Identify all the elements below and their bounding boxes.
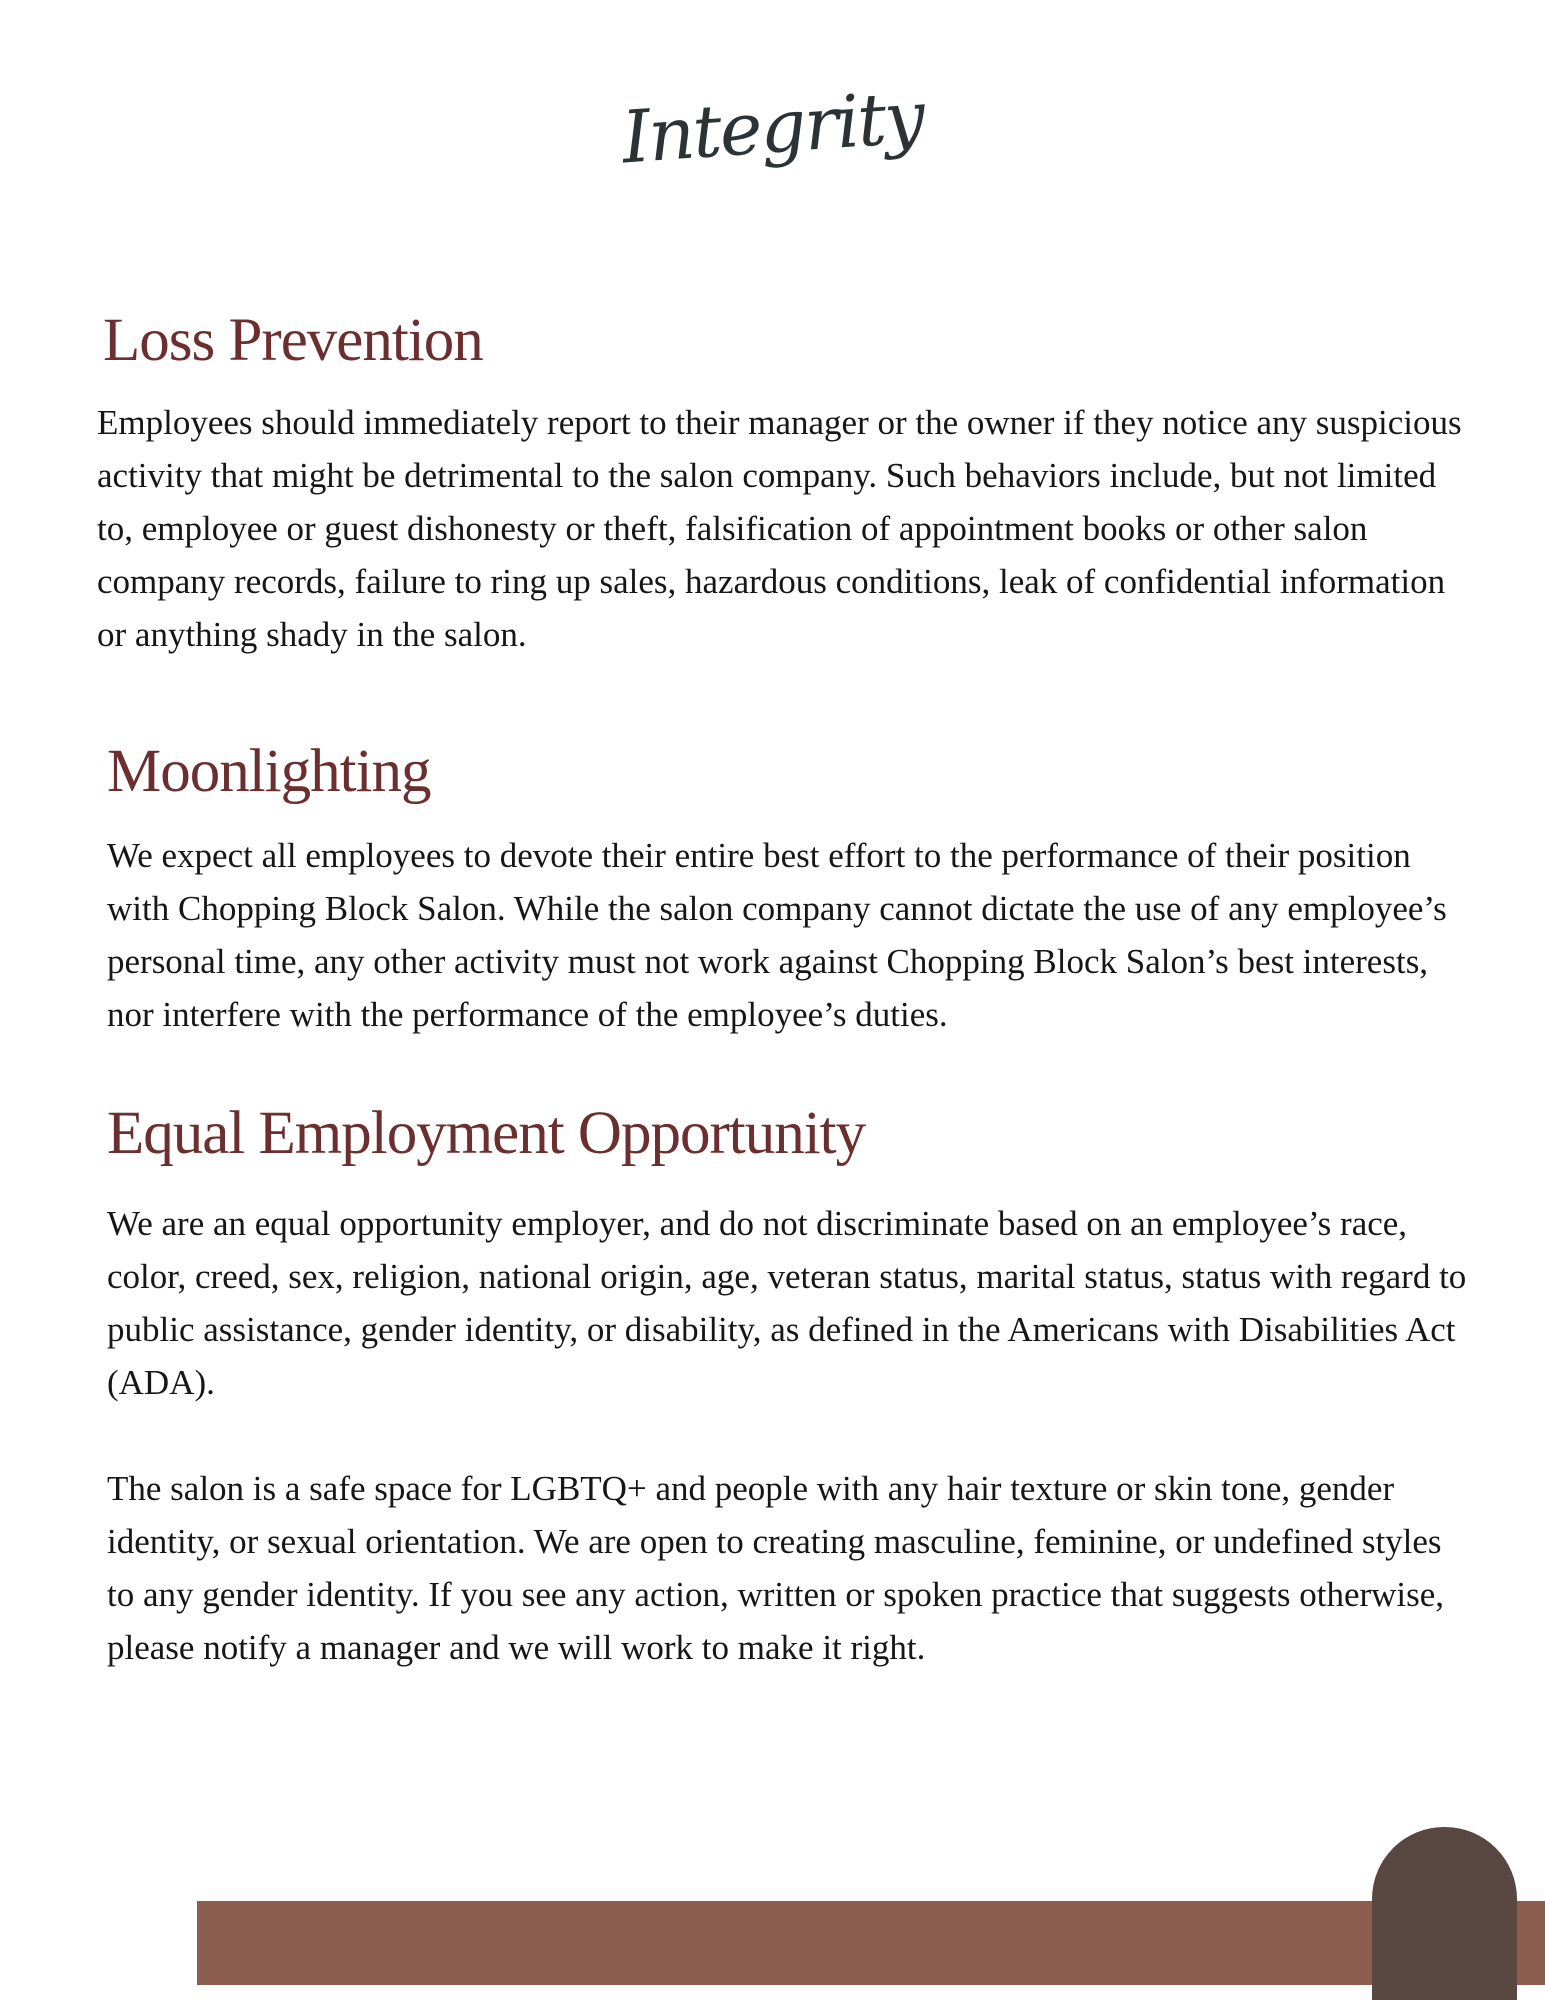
- footer-decorative-arch: [1372, 1827, 1517, 2000]
- section-heading: Moonlighting: [107, 738, 431, 805]
- section-moonlighting: [107, 738, 1477, 1041]
- footer-decorative-bar: [197, 1901, 1545, 1985]
- page-script-title: Integrity: [619, 74, 926, 180]
- section-paragraph: The salon is a safe space for LGBTQ+ and people with any hair texture or skin tone, gender identity, or sexual orientation. We are open to creating masculine, feminine, or undefined styles to any gender identity. If you see any action, written or spoken practice that suggests otherwise, please notify a manager and we will work to make it right.: [107, 1469, 1445, 1668]
- section-paragraph: Employees should immediately report to their manager or the owner if they notice any suspicious activity that might be detrimental to the salon company. Such behaviors include, but not limited to, employee or guest dishonesty or theft, falsification of appointment books or other salon company records, failure to ring up sales, hazardous conditions, leak of confidential information or anything shady in the salon.: [97, 403, 1462, 655]
- section-paragraph: We are an equal opportunity employer, and do not discriminate based on an employee’s race, color, creed, sex, religion, national origin, age, veteran status, marital status, status with regard to public assistance, gender identity, or disability, as defined in the Americans with Disabilities Act (ADA).: [107, 1204, 1467, 1403]
- section-heading: Equal Employment Opportunity: [107, 1100, 866, 1167]
- section-equal-employment: [107, 1100, 1477, 1674]
- section-loss-prevention: [97, 307, 1467, 661]
- section-paragraph: We expect all employees to devote their entire best effort to the performance of their position with Chopping Block Salon. While the salon company cannot dictate the use of any employee’s personal time, any other activity must not work against Chopping Block Salon’s best interests, nor interfere with the performance of the employee’s duties.: [107, 836, 1447, 1035]
- section-heading: Loss Prevention: [103, 307, 483, 374]
